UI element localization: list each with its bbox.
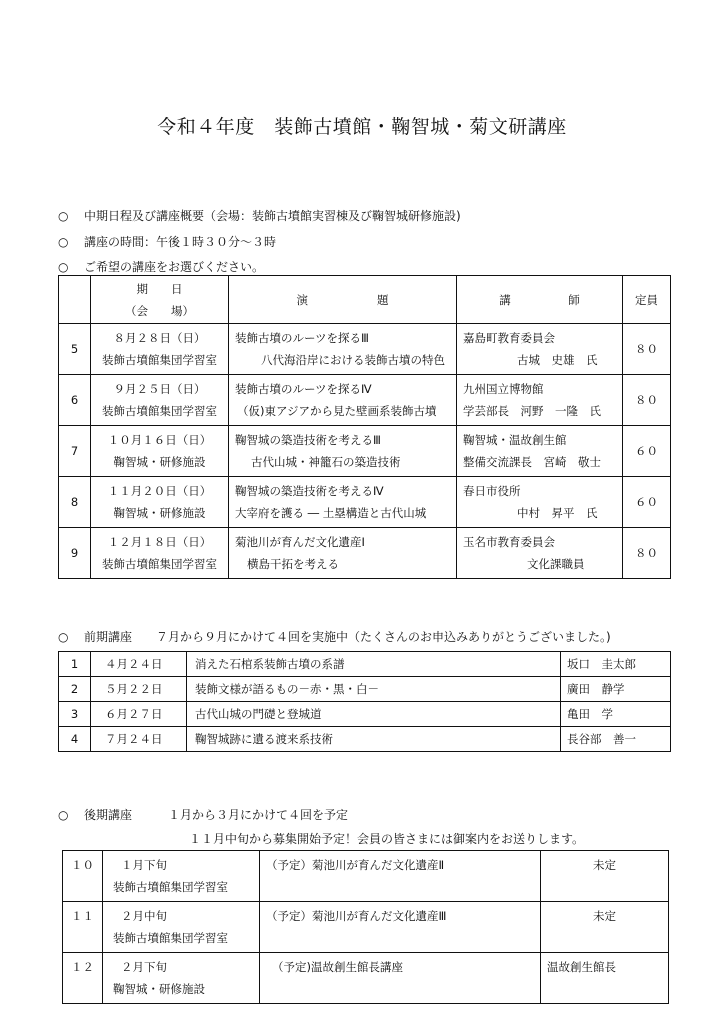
table-row: １０ １月下旬 装飾古墳館集団学習室 （予定）菊池川が育んだ文化遺産Ⅱ 未定 [63,851,669,902]
late-term-note: １１月中旬から募集開始予定！会員の皆さまには御案内をお送りします。 [189,832,585,846]
bullet-late-term: ○ 後期講座 １月から３月にかけて４回を予定 [58,808,349,822]
table-row: 5 ８月２８日（日） 装飾古墳館集団学習室 装飾古墳のルーツを探るⅢ 八代海沿岸における装飾古墳の特色 嘉島町教育委員会 古城 史雄 氏 ８０ [59,324,671,375]
table-row: 3 ６月２７日 古代山城の門礎と登城道 亀田 学 [59,702,671,727]
table-row: 7 １０月１６日（日） 鞠智城・研修施設 鞠智城の築造技術を考えるⅢ 古代山城・神籠石の築造技術 鞠智城・温故創生館 整備交流課長 宮崎 敬士 ６０ [59,426,671,477]
header-lecture: 演 題 [229,276,457,324]
table-header-row [59,276,671,324]
table-row: １２ ２月下旬 鞠智城・研修施設 （予定)温故創生館長講座 温故創生館長 [63,953,669,1004]
mid-term-table [58,275,671,579]
table-row: 4 ７月２４日 鞠智城跡に遺る渡来系技術 長谷部 善一 [59,727,671,752]
bullet-outline: ○ 中期日程及び講座概要（会場：装飾古墳館実習棟及び鞠智城研修施設) [58,209,461,223]
circle-bullet-icon: ○ [58,209,69,223]
header-capacity: 定員 [623,276,671,324]
table-row: 6 ９月２５日（日） 装飾古墳館集団学習室 装飾古墳のルーツを探るⅣ （仮)東アジアから見た壁画系装飾古墳 九州国立博物館 学芸部長 河野 一隆 氏 ８０ [59,375,671,426]
table-row: 8 １１月２０日（日） 鞠智城・研修施設 鞠智城の築造技術を考えるⅣ 大宰府を護る ― 土塁構造と古代山城 春日市役所 中村 昇平 氏 ６０ [59,477,671,528]
bullet-early-term: ○ 前期講座 ７月から９月にかけて４回を実施中（たくさんのお申込みありがとうございました。) [58,630,611,644]
late-term-table [62,850,669,1004]
page-title: 令和４年度 装飾古墳館・鞠智城・菊文研講座 [157,116,567,138]
circle-bullet-icon: ○ [58,808,69,822]
table-row: 9 １２月１８日（日） 装飾古墳館集団学習室 菊池川が育んだ文化遺産Ⅰ 横島干拓を考える 玉名市教育委員会 文化課職員 ８０ [59,528,671,579]
table-row: 2 ５月２２日 装飾文様が語るもの－赤・黒・白－ 廣田 静学 [59,677,671,702]
circle-bullet-icon: ○ [58,630,69,644]
bullet-choose: ○ ご希望の講座をお選びください。 [58,260,265,274]
bullet-time: ○ 講座の時間：午後１時３０分～３時 [58,235,277,249]
circle-bullet-icon: ○ [58,235,69,249]
table-row: 1 ４月２４日 消えた石棺系装飾古墳の系譜 坂口 圭太郎 [59,652,671,677]
early-term-table [58,651,671,752]
header-date: 期 日 （会 場） [91,276,229,324]
table-row: １１ ２月中旬 装飾古墳館集団学習室 （予定）菊池川が育んだ文化遺産Ⅲ 未定 [63,902,669,953]
header-no [59,276,91,324]
header-lecturer: 講 師 [457,276,623,324]
circle-bullet-icon: ○ [58,260,69,274]
